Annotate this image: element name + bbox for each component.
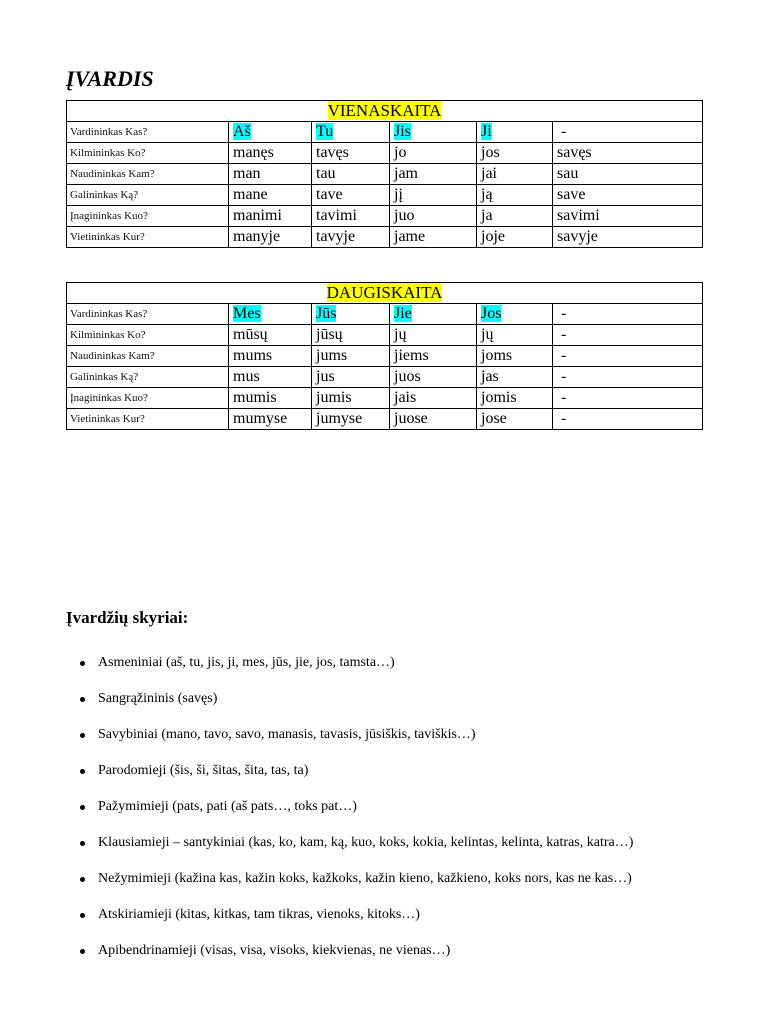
form-cell: jam (390, 164, 477, 185)
form-cell: jums (312, 346, 390, 367)
list-item-text: Parodomieji (šis, ši, šitas, šita, tas, ta) (98, 763, 309, 778)
case-label: Galininkas Ką? (67, 367, 229, 388)
form-cell: jūsų (312, 325, 390, 346)
form-cell: juos (390, 367, 477, 388)
list-item (66, 906, 746, 942)
singular-header: VIENASKAITA (327, 101, 442, 120)
plural-header-cell (67, 283, 703, 304)
case-label: Įnagininkas Kuo? (67, 388, 229, 409)
table-header-row (67, 283, 703, 304)
form-cell: manimi (229, 206, 312, 227)
list-item (66, 870, 746, 906)
table-row (67, 164, 703, 185)
form-cell: jo (390, 143, 477, 164)
form-cell: tau (312, 164, 390, 185)
section-title: Įvardžių skyriai: (66, 608, 189, 627)
form-cell (229, 304, 312, 325)
list-item (66, 798, 746, 834)
list-item (66, 834, 746, 870)
form-cell: savimi (553, 206, 703, 227)
form-cell: jos (477, 143, 553, 164)
form-cell: jame (390, 227, 477, 248)
form-cell: savęs (553, 143, 703, 164)
table-row (67, 346, 703, 367)
form-cell: joms (477, 346, 553, 367)
form-cell: jai (477, 164, 553, 185)
form-cell: - (553, 122, 703, 143)
table-row (67, 227, 703, 248)
bullet-icon (80, 697, 85, 702)
table-row (67, 185, 703, 206)
pronoun-types-list (66, 654, 746, 978)
page-title: ĮVARDIS (66, 66, 154, 91)
table-row (67, 367, 703, 388)
form-cell: - (553, 304, 703, 325)
table-row (67, 304, 703, 325)
form-cell: ją (477, 185, 553, 206)
form-cell (390, 122, 477, 143)
form-cell (477, 304, 553, 325)
form-cell: tavęs (312, 143, 390, 164)
form-cell (477, 122, 553, 143)
form-cell: juo (390, 206, 477, 227)
bullet-icon (80, 733, 85, 738)
form-cell: - (553, 367, 703, 388)
case-label: Vardininkas Kas? (67, 122, 229, 143)
form-cell: mums (229, 346, 312, 367)
form-highlight: Jis (394, 123, 411, 140)
form-highlight: Jos (481, 305, 502, 322)
form-cell: juose (390, 409, 477, 430)
list-item-text: Klausiamieji – santykiniai (kas, ko, kam, ką, kuo, koks, kokia, kelintas, kelinta, katras, katra…) (98, 835, 634, 850)
form-cell: mūsų (229, 325, 312, 346)
form-cell: - (553, 388, 703, 409)
form-cell: - (553, 346, 703, 367)
form-highlight: Jie (394, 305, 412, 322)
form-cell: jais (390, 388, 477, 409)
form-highlight: Tu (316, 123, 334, 140)
form-cell: jų (390, 325, 477, 346)
bullet-icon (80, 769, 85, 774)
table-row (67, 325, 703, 346)
form-highlight: Jūs (316, 305, 337, 322)
form-cell: manęs (229, 143, 312, 164)
case-label: Įnagininkas Kuo? (67, 206, 229, 227)
form-cell: tavyje (312, 227, 390, 248)
list-item-text: Asmeniniai (aš, tu, jis, ji, mes, jūs, jie, jos, tamsta…) (98, 655, 395, 670)
table-header-row (67, 101, 703, 122)
case-label: Vietininkas Kur? (67, 409, 229, 430)
form-cell: tave (312, 185, 390, 206)
case-label: Kilmininkas Ko? (67, 143, 229, 164)
table-row (67, 206, 703, 227)
form-cell: - (553, 325, 703, 346)
form-cell: jus (312, 367, 390, 388)
form-cell (229, 122, 312, 143)
list-item-text: Pažymimieji (pats, pati (aš pats…, toks pat…) (98, 799, 357, 814)
singular-declension-table (66, 100, 703, 248)
case-label: Naudininkas Kam? (67, 164, 229, 185)
form-cell: man (229, 164, 312, 185)
form-cell: savyje (553, 227, 703, 248)
form-cell: mus (229, 367, 312, 388)
case-label: Kilmininkas Ko? (67, 325, 229, 346)
form-cell: tavimi (312, 206, 390, 227)
bullet-icon (80, 805, 85, 810)
bullet-icon (80, 877, 85, 882)
form-cell (312, 304, 390, 325)
list-item-text: Apibendrinamieji (visas, visa, visoks, kiekvienas, ne vienas…) (98, 943, 451, 958)
form-cell: jų (477, 325, 553, 346)
bullet-icon (80, 841, 85, 846)
plural-declension-table (66, 282, 703, 430)
case-label: Naudininkas Kam? (67, 346, 229, 367)
form-cell: joje (477, 227, 553, 248)
form-cell: jomis (477, 388, 553, 409)
table-row (67, 388, 703, 409)
list-item-text: Sangrąžininis (savęs) (98, 691, 218, 706)
list-item-text: Nežymimieji (kažina kas, kažin koks, kažkoks, kažin kieno, kažkieno, koks nors, kas ne kas…) (98, 871, 632, 886)
bullet-icon (80, 913, 85, 918)
form-highlight: Ji (481, 123, 492, 140)
form-cell: jiems (390, 346, 477, 367)
form-cell: jį (390, 185, 477, 206)
form-cell: jumyse (312, 409, 390, 430)
form-cell: mumis (229, 388, 312, 409)
case-label: Galininkas Ką? (67, 185, 229, 206)
table-row (67, 409, 703, 430)
list-item (66, 654, 746, 690)
table-row (67, 143, 703, 164)
form-cell: jas (477, 367, 553, 388)
list-item-text: Savybiniai (mano, tavo, savo, manasis, tavasis, jūsiškis, taviškis…) (98, 727, 476, 742)
list-item (66, 690, 746, 726)
form-cell: manyje (229, 227, 312, 248)
form-cell: save (553, 185, 703, 206)
list-item (66, 726, 746, 762)
singular-header-cell (67, 101, 703, 122)
plural-header: DAUGISKAITA (326, 283, 443, 302)
bullet-icon (80, 661, 85, 666)
list-item-text: Atskiriamieji (kitas, kitkas, tam tikras, vienoks, kitoks…) (98, 907, 420, 922)
form-cell: jose (477, 409, 553, 430)
form-cell: mumyse (229, 409, 312, 430)
form-cell: ja (477, 206, 553, 227)
form-highlight: Aš (233, 123, 251, 140)
list-item (66, 762, 746, 798)
table-row (67, 122, 703, 143)
case-label: Vietininkas Kur? (67, 227, 229, 248)
form-cell: mane (229, 185, 312, 206)
form-cell: - (553, 409, 703, 430)
form-cell (312, 122, 390, 143)
bullet-icon (80, 949, 85, 954)
list-item (66, 942, 746, 978)
case-label: Vardininkas Kas? (67, 304, 229, 325)
form-highlight: Mes (233, 305, 261, 322)
form-cell: jumis (312, 388, 390, 409)
form-cell: sau (553, 164, 703, 185)
form-cell (390, 304, 477, 325)
